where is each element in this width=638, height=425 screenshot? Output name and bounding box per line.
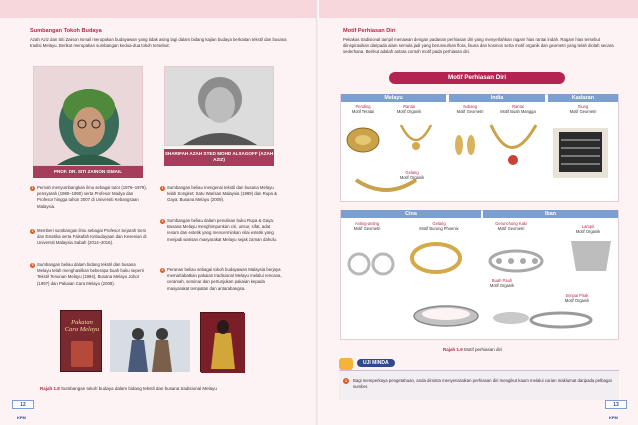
intro-paragraph: Azah Aziz dan Siti Zainon Ismail merupakan budayawan yang tidak asing lagi dalam bidang kajian budaya berkaitan tekstil dan busana tradisi Melayu. Berikut merupakan sumbangan kedua-dua tokoh tersebut:: [30, 37, 287, 48]
portrait-image: [165, 67, 274, 146]
bullet-number: 3: [161, 267, 164, 272]
label-subang: [449, 104, 491, 114]
section-heading: Motif Perhiasan Diri: [343, 28, 396, 34]
bullet-text: Memberi sumbangan ilmu sebagai Profesor Sejarah Seni dan Estetika serta Falsafah Kebudayaan dan Kesenian di Universiti Malaysia Sabah (2014–2016).: [37, 228, 147, 246]
item-motif: Motif Geometri: [497, 226, 525, 231]
item-name: Anting-anting: [354, 221, 380, 226]
caption-text: Motif perhiasan diri: [464, 347, 503, 352]
uji-minda-label: UJI MINDA: [357, 359, 395, 367]
item-motif: Motif Organik: [399, 175, 425, 180]
region-cina: Cina: [341, 210, 481, 218]
item-motif: Motif Geometri: [569, 109, 597, 114]
item-motif: Motif Buah Mangga: [500, 109, 536, 114]
caption-label: Rajah 1.8: [40, 386, 60, 391]
portrait-image: [34, 67, 143, 166]
intro-paragraph: Pekakas tradisional tampil menawan dengan padanan perhiasan diri yang menyerlahkan ragam hias rantai indah. Ragam hias tersebut diinspirasikan daripada alam semula jadi yang berunsurkan flora, fauna dan kosmos serta motif organik dan geometri yang telah diolah secara sederhana. Berikut adalah antara contoh motif pada perhiasan diri.: [343, 37, 614, 54]
item-name: Rantai: [403, 104, 415, 109]
list-item: [30, 185, 150, 210]
item-motif: Motif Burung Phoenix: [419, 226, 459, 231]
caption-label: Rajah 1.9: [443, 347, 463, 352]
bullet-number: 2: [31, 228, 34, 233]
item-name: Gelang: [432, 221, 446, 226]
top-strip: [0, 0, 319, 18]
item-name: Simpai Pirak: [565, 293, 589, 298]
item-motif: Motif Geometri: [456, 109, 484, 114]
book-cover-image: [201, 313, 245, 373]
label-siung: [553, 104, 613, 114]
label-rantai-melayu: [389, 104, 429, 114]
item-name: Siung: [577, 104, 589, 109]
list-item: [30, 262, 150, 287]
label-gelang-cina: [411, 221, 467, 231]
bottom-jewellery-illustration: [341, 236, 619, 338]
region-iban: Iban: [483, 210, 618, 218]
list-item: [30, 228, 150, 247]
figure-caption: [40, 386, 217, 391]
item-motif: Motif Organik: [489, 283, 515, 288]
label-gelang-melayu: [387, 170, 437, 180]
bullet-number: 1: [161, 185, 164, 190]
bullet-number: 1: [31, 185, 34, 190]
label-gerunchung-kaki: [485, 221, 537, 231]
portrait-siti-zainon: [33, 66, 143, 166]
label-simpai-pirak: [552, 293, 602, 303]
kpm-mark: KPM: [609, 415, 618, 420]
name-bar-siti-zainon: PROF. DR. SITI ZAINON ISMAIL: [33, 166, 143, 178]
question-text: Bagi memperkaya pengetahuan, anda diminta menyenaraikan perhiasan diri mengikut kaum melalui carian maklumat daripada pelbagai sumber.: [353, 378, 612, 389]
region-melayu: Melayu: [341, 94, 446, 102]
bullet-text: Sumbangan beliau mengenai tekstil dan busana Melayu telah Songket: Satu Warisan Malaysia (1999) dan Rupa & Gaya: Busana Melayu (2009).: [167, 185, 277, 203]
item-name: Lampit: [581, 224, 595, 229]
region-kadazan: Kadazan: [548, 94, 618, 102]
item-name: Gerunchung Kaki: [495, 221, 527, 226]
item-name: Pending: [355, 104, 371, 109]
lightbulb-icon: [339, 358, 353, 370]
bullet-text: Pernah menyumbangkan ilmu sebagai tutor (1976–1979), pensyarah (1980–1990) serta Profesor Madya dan Profesor hingga tahun 2007 di Universiti Kebangsaan Malaysia.: [37, 185, 147, 209]
figure-caption: [443, 347, 502, 352]
section-heading: Sumbangan Tokoh Budaya: [30, 28, 102, 34]
photo-traditional-costume: [110, 320, 190, 372]
item-motif: Motif Teratai: [351, 109, 375, 114]
list-item: [160, 218, 282, 243]
label-lampit: [563, 224, 613, 234]
kpm-mark: KPM: [17, 415, 26, 420]
item-name: Gelang: [405, 170, 419, 175]
item-name: Buah Pauh: [491, 278, 513, 283]
item-name: Subang: [462, 104, 478, 109]
label-buah-pauh: [482, 278, 522, 288]
book-illustration: [71, 341, 93, 367]
item-motif: Motif Organik: [564, 298, 590, 303]
top-jewellery-illustration: [341, 120, 619, 200]
portrait-azah-aziz: [164, 66, 274, 146]
book-busana-melayu: [200, 312, 244, 372]
right-page: [319, 0, 638, 425]
top-strip: [319, 0, 638, 18]
book-pakaian-cara-melayu: [60, 310, 102, 372]
page-number: 13: [605, 400, 627, 409]
bullet-number: 2: [161, 218, 164, 223]
caption-text: Sumbangan tokoh budaya dalam bidang tekstil dan busana tradisional Melayu: [61, 386, 217, 391]
list-item: [160, 267, 282, 292]
name-bar-azah-aziz: SHARIFAH AZAH SYED MOHD ALSAGOFF (AZAH AZIZ): [164, 149, 274, 166]
costume-image: [110, 320, 190, 372]
item-name: Rantai: [512, 104, 524, 109]
item-motif: Motif Organik: [575, 229, 601, 234]
label-pending: [343, 104, 383, 114]
item-motif: Motif Organik: [396, 109, 422, 114]
bullet-text: Sumbangan beliau dalam bidang tekstil dan busana Melayu telah menghasilkan beberapa buah buku seperti Tekstil Tenunan Melayu (1994), Busana Melayu Johor (1997) dan Pakaian Cara Melayu (2009).: [37, 262, 144, 286]
page-number: 12: [12, 400, 34, 409]
item-motif: Motif Geometri: [353, 226, 381, 231]
label-rantai-india: [495, 104, 541, 114]
list-item: [160, 185, 282, 204]
bullet-text: Peranan beliau sebagai tokoh budayawan Malaysia berjaya memartabatkan pakaian tradisional Melayu melalui rencana, ceramah, seminar dan pertunjukan pakaian kepada masyarakat tempatan dan antarabangsa.: [167, 267, 282, 291]
bullet-number: 3: [31, 262, 34, 267]
book-title: Pakaian Cara Melayu: [64, 319, 100, 333]
label-anting-anting: [343, 221, 391, 231]
bullet-text: Sumbangan beliau dalam penulisan buku Rupa & Gaya: Busana Melayu menghimpunkan ciri, unsur, sifat, adat resam dan estetik yang mencerminkan nilai estetik yang menjadi warisan masyarakat Melayu sejak zaman dahulu.: [167, 218, 278, 242]
question-number: 1: [344, 378, 348, 383]
motif-banner: Motif Perhiasan Diri: [389, 72, 565, 84]
region-india: India: [449, 94, 545, 102]
